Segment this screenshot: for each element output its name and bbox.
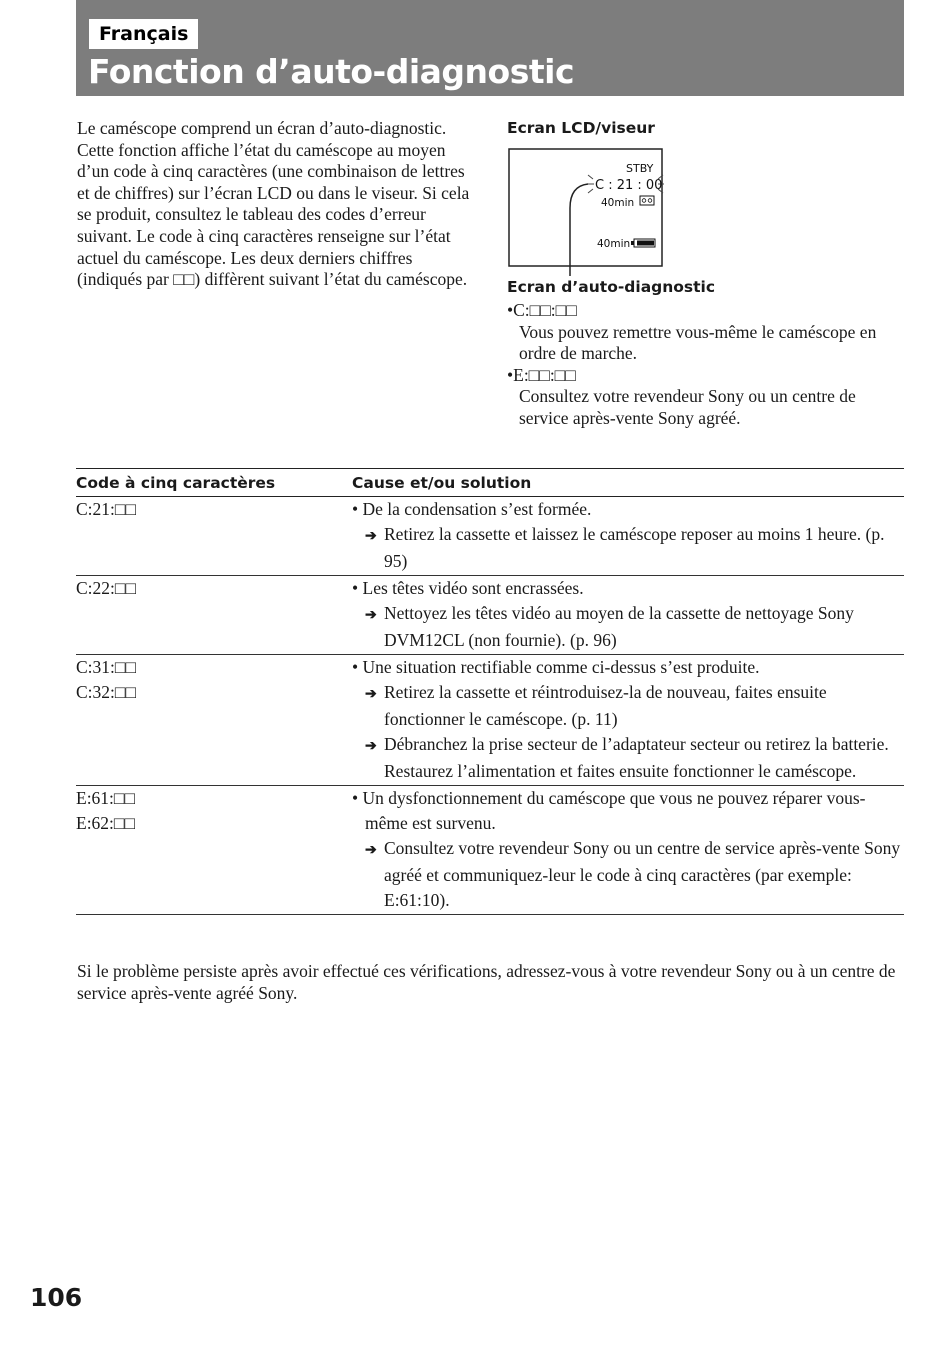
solution-text: Retirez la cassette et laissez le caméscope reposer au moins 1 heure. (p. 95) bbox=[384, 524, 885, 571]
self-diagnosis-title: Ecran d’auto-diagnostic bbox=[507, 278, 716, 296]
solution-line bbox=[352, 601, 904, 653]
code-cell bbox=[76, 497, 352, 576]
cause-text: • Un dysfonctionnement du caméscope que vous ne pouvez réparer vous-même est survenu. bbox=[352, 788, 866, 833]
cause-text: • Les têtes vidéo sont encrassées. bbox=[352, 578, 584, 598]
error-code: C:31:□□ bbox=[76, 657, 137, 677]
lcd-stby-text: STBY bbox=[626, 162, 654, 175]
code-cell bbox=[76, 786, 352, 915]
arrow-right-icon: ➔ bbox=[365, 739, 377, 754]
intro-paragraph: Le caméscope comprend un écran d’auto-diagnostic. Cette fonction affiche l’état du caméscope au moyen d’un code à cinq caractères (une combinaison de lettres et de chiffres) sur l’écran LCD ou dans le viseur. Si cela se produit, consultez le tableau des codes d’erreur suivant. Le code à cinq caractères renseigne sur l’état actuel du caméscope. Les deux derniers chiffres (indiqués par □□) diffèrent suivant l’état du caméscope. bbox=[77, 118, 470, 290]
self-diagnosis-item bbox=[507, 300, 902, 365]
cause-text: • De la condensation s’est formée. bbox=[352, 499, 592, 519]
arrow-right-icon: ➔ bbox=[365, 843, 377, 858]
error-code: E:61:□□ bbox=[76, 788, 136, 808]
lcd-tape-remaining: 40min bbox=[601, 197, 635, 209]
column-header-code: Code à cinq caractères bbox=[76, 469, 352, 497]
solution-line bbox=[352, 836, 904, 913]
solution-text: Retirez la cassette et réintroduisez-la de nouveau, faites ensuite fonctionner le caméscope. (p. 11) bbox=[384, 682, 827, 729]
solution-text: Débranchez la prise secteur de l’adaptateur secteur ou retirez la batterie. Restaurez l’alimentation et faites ensuite fonctionner le caméscope. bbox=[384, 734, 889, 781]
solution-cell bbox=[352, 497, 904, 576]
solution-cell bbox=[352, 655, 904, 786]
lcd-battery-remaining: 40min bbox=[597, 238, 631, 250]
arrow-right-icon: ➔ bbox=[365, 687, 377, 702]
table-header-row bbox=[76, 469, 904, 497]
self-diagnosis-item bbox=[507, 365, 902, 430]
language-tag: Français bbox=[89, 19, 198, 49]
error-code: C:22:□□ bbox=[76, 578, 137, 598]
solution-line bbox=[352, 522, 904, 574]
lcd-diagram bbox=[508, 148, 666, 293]
footer-note: Si le problème persiste après avoir effectué ces vérifications, adressez-vous à votre revendeur Sony ou à un centre de service après-vente agréé Sony. bbox=[77, 961, 896, 1003]
solution-cell bbox=[352, 576, 904, 655]
error-code: C:32:□□ bbox=[76, 682, 137, 702]
cause-text: • Une situation rectifiable comme ci-dessus s’est produite. bbox=[352, 657, 760, 677]
table-row bbox=[76, 576, 904, 655]
code-cell bbox=[76, 576, 352, 655]
error-code: E:62:□□ bbox=[76, 813, 136, 833]
table-row bbox=[76, 786, 904, 915]
solution-cell bbox=[352, 786, 904, 915]
self-diagnosis-description: Vous pouvez remettre vous-même le caméscope en ordre de marche. bbox=[519, 321, 877, 364]
solution-line bbox=[352, 732, 904, 784]
self-diagnosis-list bbox=[507, 300, 902, 430]
self-diagnosis-code: •C:□□:□□ bbox=[507, 300, 577, 320]
table-row bbox=[76, 655, 904, 786]
page-title: Fonction d’auto-diagnostic bbox=[88, 52, 575, 91]
error-code: C:21:□□ bbox=[76, 499, 137, 519]
self-diagnosis-description: Consultez votre revendeur Sony ou un centre de service après-vente Sony agréé. bbox=[519, 386, 856, 428]
error-code-table bbox=[76, 468, 904, 915]
lcd-diagram-label: Ecran LCD/viseur bbox=[507, 119, 655, 137]
column-header-solution: Cause et/ou solution bbox=[352, 469, 904, 497]
table-row bbox=[76, 497, 904, 576]
solution-line bbox=[352, 680, 904, 732]
arrow-right-icon: ➔ bbox=[365, 529, 377, 544]
code-cell bbox=[76, 655, 352, 786]
lcd-diagnostic-code: C : 21 : 00 bbox=[595, 178, 663, 193]
solution-text: Consultez votre revendeur Sony ou un centre de service après-vente Sony agréé et communiquez-leur le code à cinq caractères (par exemple: E:61:10). bbox=[384, 838, 901, 910]
page-number: 106 bbox=[30, 1283, 83, 1312]
arrow-right-icon: ➔ bbox=[365, 608, 377, 623]
self-diagnosis-code: •E:□□:□□ bbox=[507, 364, 576, 385]
solution-text: Nettoyez les têtes vidéo au moyen de la cassette de nettoyage Sony DVM12CL (non fournie). (p. 96) bbox=[384, 603, 854, 650]
